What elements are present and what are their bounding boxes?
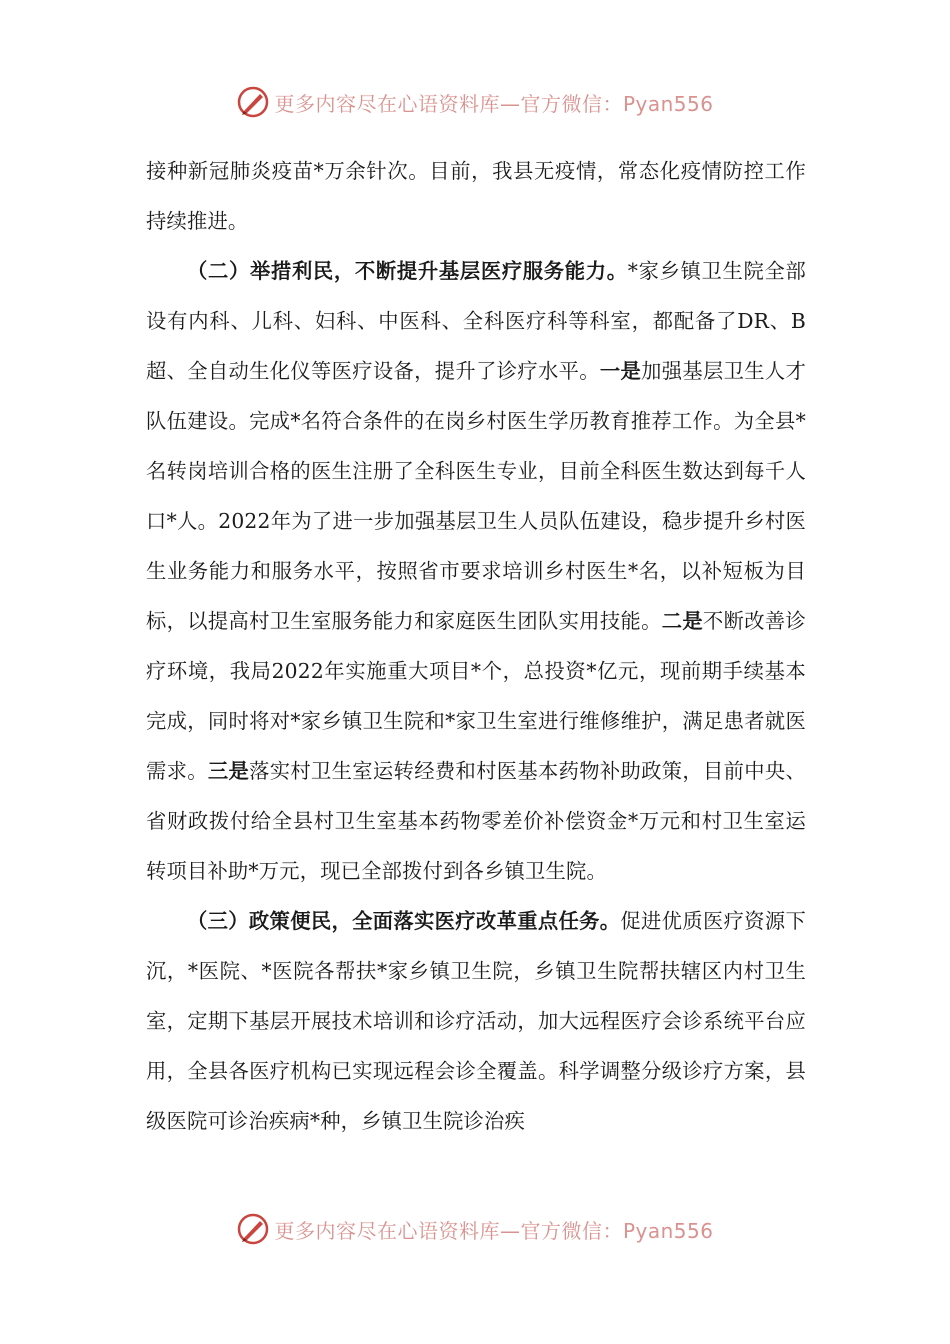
banner-text: 更多内容尽在心语资料库—官方微信：Pyan556 [274,91,714,116]
pen-logo-icon [236,1212,270,1246]
paragraph-2 [146,246,806,896]
text-segment: 接种新冠肺炎疫苗*万余针次。目前，我县无疫情，常态化疫情防控工作持续推进。 [146,159,806,233]
header-banner [0,82,950,122]
footer-banner [0,1209,950,1249]
text-segment: *家乡镇卫生院全部设有内科、儿科、妇科、中医科、全科医疗科等科室，都配备了DR、B超、全自动生化仪等医疗设备，提升了诊疗水平。 [146,259,806,383]
bold-marker: 一是 [599,359,642,383]
text-segment: 加强基层卫生人才队伍建设。完成*名符合条件的在岗乡村医生学历教育推荐工作。为全县*名转岗培训合格的医生注册了全科医生专业，目前全科医生数达到每千人口*人。2022年为了进一步加强基层卫生人员队伍建设，稳步提升乡村医生业务能力和服务水平，按照省市要求培训乡村医生*名，以补短板为目标，以提高村卫生室服务能力和家庭医生团队实用技能。 [146,359,806,633]
bold-marker: 二是 [661,609,703,633]
text-segment: 落实村卫生室运转经费和村医基本药物补助政策，目前中央、省财政拨付给全县村卫生室基本药物零差价补偿资金*万元和村卫生室运转项目补助*万元，现已全部拨付到各乡镇卫生院。 [146,759,806,883]
paragraph-3 [146,896,806,1146]
text-segment: 促进优质医疗资源下沉，*医院、*医院各帮扶*家乡镇卫生院，乡镇卫生院帮扶辖区内村卫生室，定期下基层开展技术培训和诊疗活动，加大远程医疗会诊系统平台应用，全县各医疗机构已实现远程会诊全覆盖。科学调整分级诊疗方案，县级医院可诊治疾病*种，乡镇卫生院诊治疾 [146,909,806,1133]
banner-text: 更多内容尽在心语资料库—官方微信：Pyan556 [274,1218,714,1243]
section-heading: （二）举措利民，不断提升基层医疗服务能力。 [187,259,628,283]
paragraph-1 [146,146,806,246]
section-heading: （三）政策便民，全面落实医疗改革重点任务。 [187,909,621,933]
pen-logo-icon [236,85,270,119]
bold-marker: 三是 [207,759,250,783]
document-body [146,146,806,1146]
text-segment: 不断改善诊疗环境，我局2022年实施重大项目*个，总投资*亿元，现前期手续基本完成，同时将对*家乡镇卫生院和*家卫生室进行维修维护，满足患者就医需求。 [146,609,806,783]
